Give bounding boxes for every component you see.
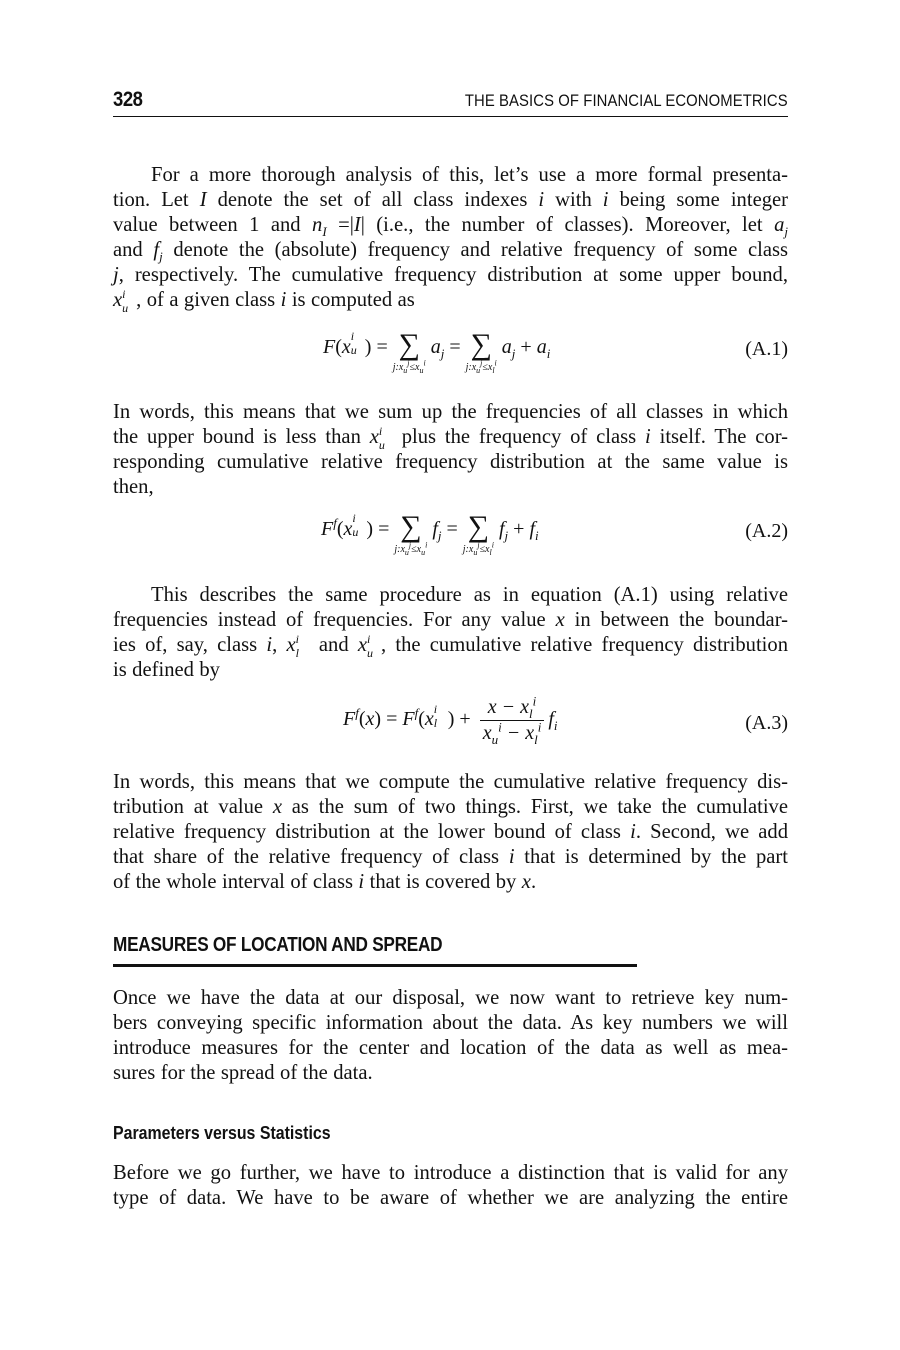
text-line: tribution at value x as the sum of two things. First, we take the cumulative [113, 796, 788, 818]
equation-a2-body: $F^f(x$ i u ) = ∑ $j:x_u^j\le x_u^i$ $f_j$ = ∑ $j:x_u^j\le x_l^i$ $f_j + f_i$ [321, 510, 539, 557]
text-line: x i u , of a given class i is computed as [113, 287, 415, 316]
equation-a1-body: F(x i u ) = ∑ $j:x_u^j\le x_u^i$ $a_j$ = ∑ $j:x_u^j\le x_l^i$ $a_j + a_i$ [323, 328, 551, 375]
book-page [113, 0, 788, 1350]
text-line: sures for the spread of the data. [113, 1062, 373, 1084]
summation-symbol: ∑ $j:x_u^j\le x_l^i$ [465, 328, 497, 375]
text-line: In words, this means that we compute the cumulative relative frequency dis- [113, 771, 788, 793]
text-line: In words, this means that we sum up the frequencies of all classes in which [113, 401, 788, 423]
equation-number: (A.2) [745, 520, 788, 542]
text-line: For a more thorough analysis of this, let’s use a more formal presenta- [151, 164, 788, 186]
book-title: THE BASICS OF FINANCIAL ECONOMETRICS [465, 92, 788, 110]
equation-a3-body: $F^f(x) = F^f(x$ i l ) + $\frac{x - x_l^i}{x_u^i - x_l^i}$ $f_i$ [343, 693, 558, 747]
page-number: 328 [113, 88, 143, 111]
text-line: introduce measures for the center and location of the data as well as mea- [113, 1037, 788, 1059]
summation-symbol: ∑ $j:x_u^j\le x_u^i$ [394, 510, 428, 557]
text-line: frequencies instead of frequencies. For any value x in between the boundar- [113, 609, 788, 631]
paragraph-distinction [113, 1161, 788, 1211]
paragraph-in-words-2 [113, 770, 788, 895]
summation-symbol: ∑ $j:x_u^j\le x_u^i$ [392, 328, 426, 375]
equation-a2 [113, 510, 788, 568]
text-line: value between 1 and $n_I =|I|$ (i.e., the number of classes). Moreover, let $a_j$ [113, 214, 789, 240]
paragraph-in-words-1 [113, 400, 788, 500]
text-line: and $f_j$ denote the (absolute) frequency and relative frequency of some class [113, 239, 789, 265]
equation-number: (A.1) [745, 338, 788, 360]
equation-number: (A.3) [745, 712, 788, 734]
text-line: the upper bound is less than x i u plus the frequency of class i itself. The cor- [113, 424, 789, 453]
text-line: Before we go further, we have to introduce a distinction that is valid for any [113, 1162, 788, 1184]
text-line: then, [113, 476, 154, 498]
text-line: that share of the relative frequency of class i that is determined by the part [113, 846, 789, 868]
text-line: This describes the same procedure as in equation (A.1) using relative [151, 584, 788, 606]
subsection-heading: Parameters versus Statistics [113, 1122, 331, 1143]
text-line: relative frequency distribution at the lower bound of class i. Second, we add [113, 821, 789, 843]
paragraph-key-numbers [113, 986, 788, 1086]
text-line: j, respectively. The cumulative frequency distribution at some upper bound, [113, 264, 788, 286]
paragraph-formal-presentation [113, 163, 789, 316]
equation-a3 [113, 693, 788, 758]
text-line: bers conveying specific information about the data. As key numbers we will [113, 1012, 788, 1034]
fraction: $\frac{x - x_l^i}{x_u^i - x_l^i}$ [480, 696, 545, 745]
text-line: tion. Let I denote the set of all class indexes i with i being some integer [113, 189, 789, 211]
section-title: MEASURES OF LOCATION AND SPREAD [113, 934, 443, 956]
text-line: Once we have the data at our disposal, we now want to retrieve key num- [113, 987, 788, 1009]
section-heading [113, 932, 637, 967]
text-line: ies of, say, class i, x i l and x i u , the cumulative relative frequency distribution [113, 632, 788, 661]
summation-symbol: ∑ $j:x_u^j\le x_l^i$ [462, 510, 494, 557]
text-line: type of data. We have to be aware of whether we are analyzing the entire [113, 1187, 788, 1209]
text-line: of the whole interval of class i that is covered by x. [113, 871, 537, 893]
paragraph-same-procedure [113, 583, 788, 683]
text-line: responding cumulative relative frequency distribution at the same value is [113, 451, 788, 473]
running-head [113, 88, 788, 117]
equation-a1 [113, 328, 788, 386]
text-line: is defined by [113, 659, 220, 681]
